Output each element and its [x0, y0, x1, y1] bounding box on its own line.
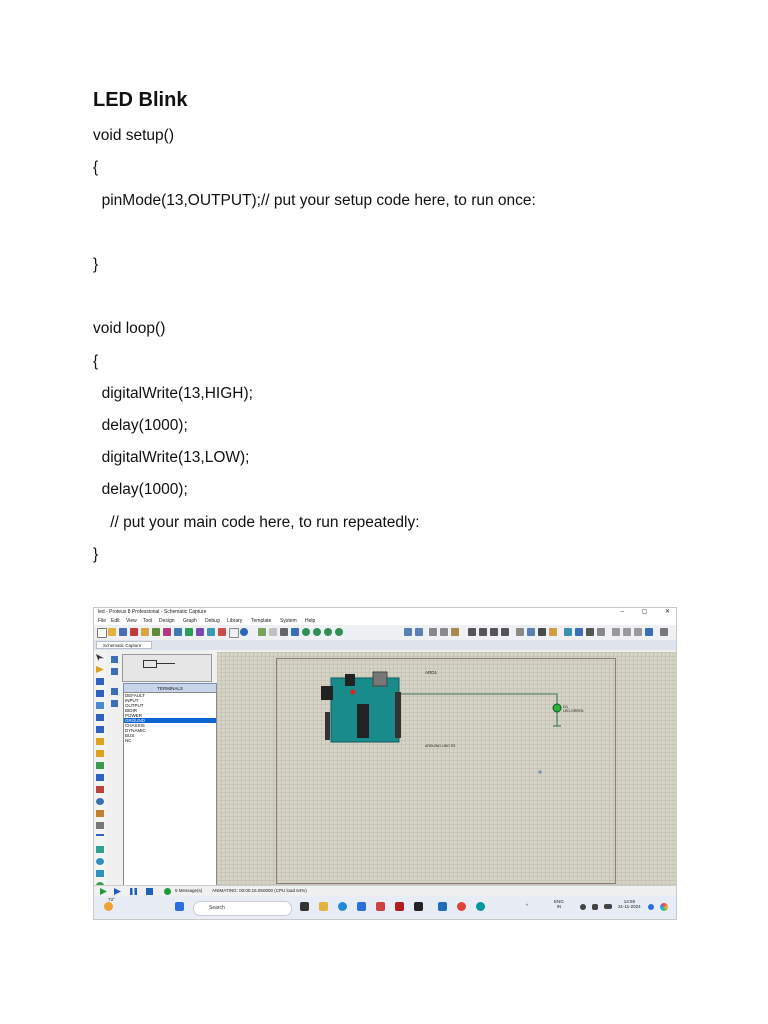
- edit-icon[interactable]: [660, 628, 668, 636]
- 3d-icon[interactable]: [174, 628, 182, 636]
- schematic-drawing: [217, 652, 676, 886]
- terminal-item[interactable]: DYNAMIC: [125, 728, 146, 733]
- help-icon[interactable]: [240, 628, 248, 636]
- close-button[interactable]: ✕: [664, 609, 670, 615]
- wifi-icon[interactable]: [580, 904, 586, 910]
- netlist-icon[interactable]: [645, 628, 653, 636]
- tab-bar: [94, 640, 676, 650]
- schematic-canvas[interactable]: [217, 652, 676, 886]
- overview-mini-wire: [157, 663, 175, 664]
- origin-icon[interactable]: [280, 628, 288, 636]
- terminals-header: TERMINALS: [123, 683, 217, 694]
- task-view-icon[interactable]: [300, 902, 309, 911]
- info-icon[interactable]: [164, 888, 171, 895]
- tray-chevron-icon[interactable]: ^: [526, 903, 529, 908]
- document-title: LED Blink: [93, 89, 188, 111]
- menu-file[interactable]: File: [98, 618, 107, 624]
- code-line: void setup(): [93, 127, 174, 144]
- exit-parent-icon[interactable]: [623, 628, 631, 636]
- usb-connector: [321, 686, 333, 700]
- pin-mode-icon[interactable]: [96, 750, 104, 757]
- step-icon[interactable]: [114, 888, 121, 895]
- graph-mode-icon[interactable]: [96, 762, 104, 769]
- clock-date: 31-11-2024: [618, 904, 641, 909]
- property-icon[interactable]: [586, 628, 594, 636]
- menu-edit[interactable]: Edit: [111, 618, 120, 624]
- menu-bar: [94, 617, 676, 625]
- terminal-item[interactable]: BIDIR: [125, 708, 138, 713]
- component-mode-icon[interactable]: [96, 666, 104, 673]
- wire: [401, 694, 557, 704]
- tape-recorder-icon[interactable]: [96, 774, 104, 781]
- file-explorer-icon[interactable]: [319, 902, 328, 911]
- windows-taskbar: [94, 896, 676, 919]
- gerber-icon[interactable]: [185, 628, 193, 636]
- code-line: delay(1000);: [93, 481, 188, 498]
- report-icon[interactable]: [634, 628, 642, 636]
- code-line: // put your main code here, to run repeatedly:: [93, 514, 420, 531]
- zoom-in-icon[interactable]: [302, 628, 310, 636]
- terminal-item-selected[interactable]: GROUND: [124, 718, 216, 723]
- rotate-cw-icon[interactable]: [111, 656, 118, 663]
- code-line: {: [93, 353, 99, 370]
- circle-icon[interactable]: [96, 858, 104, 865]
- proteus-screenshot: [93, 607, 677, 920]
- start-icon[interactable]: [175, 902, 184, 911]
- terminal-item[interactable]: INPUT: [125, 698, 139, 703]
- window-titlebar: [94, 608, 676, 617]
- schematic-icon[interactable]: [152, 628, 160, 636]
- edge-icon[interactable]: [338, 902, 347, 911]
- search-tag-icon[interactable]: [575, 628, 583, 636]
- paste-icon[interactable]: [451, 628, 459, 636]
- code-line: digitalWrite(13,LOW);: [93, 449, 250, 466]
- window-title: led - Proteus 8 Professional - Schematic Capture: [98, 609, 207, 615]
- terminal-item[interactable]: NC: [125, 738, 132, 743]
- box-icon[interactable]: [96, 846, 104, 853]
- redo-icon[interactable]: [415, 628, 423, 636]
- decompose-icon[interactable]: [549, 628, 557, 636]
- search-label: Search: [209, 905, 225, 911]
- clock-time: 14:59: [623, 899, 635, 904]
- menu-debug[interactable]: Debug: [205, 618, 220, 624]
- script-icon[interactable]: [218, 628, 226, 636]
- app-icon[interactable]: [414, 902, 423, 911]
- new-icon[interactable]: [97, 628, 107, 638]
- led-label: D1: [563, 704, 569, 709]
- code-line: pinMode(13,OUTPUT);// put your setup code here, to run once:: [93, 192, 536, 209]
- menu-design[interactable]: Design: [159, 618, 175, 624]
- minimize-button[interactable]: –: [620, 609, 624, 615]
- home-icon[interactable]: [141, 628, 149, 636]
- close-project-icon[interactable]: [130, 628, 138, 636]
- source-icon[interactable]: [207, 628, 215, 636]
- terminal-item[interactable]: CHASSIS: [125, 723, 145, 728]
- board-label: ARDUINO UNO R3: [425, 744, 456, 748]
- volume-icon[interactable]: [592, 904, 598, 910]
- proteus-icon[interactable]: [438, 902, 447, 911]
- bom-icon[interactable]: [196, 628, 204, 636]
- terminal-item[interactable]: OUTPUT: [125, 703, 144, 708]
- code-line: }: [93, 256, 99, 273]
- status-messages[interactable]: 5 Message(s): [175, 888, 203, 893]
- terminal-mode-icon[interactable]: [96, 738, 104, 745]
- document-icon[interactable]: [229, 628, 239, 638]
- bus-icon[interactable]: [96, 714, 104, 721]
- board-led: [351, 690, 356, 695]
- menu-template[interactable]: Template: [251, 618, 272, 624]
- voltage-probe-icon[interactable]: [96, 798, 104, 805]
- terminal-item[interactable]: DEFAULT: [125, 693, 145, 698]
- analog-header: [325, 712, 330, 740]
- menu-system[interactable]: System: [280, 618, 297, 624]
- terminals-list: [123, 692, 217, 886]
- led-component: [553, 704, 561, 712]
- pick-icon[interactable]: [516, 628, 524, 636]
- power-jack: [345, 674, 355, 686]
- make-device-icon[interactable]: [527, 628, 535, 636]
- usb-b-port: [373, 672, 387, 686]
- packaging-icon[interactable]: [538, 628, 546, 636]
- block-copy-icon[interactable]: [468, 628, 476, 636]
- junction-icon[interactable]: [96, 678, 104, 685]
- main-toolbar: [94, 625, 676, 641]
- text-script-icon[interactable]: [96, 702, 104, 709]
- language-indicator[interactable]: [554, 899, 564, 909]
- undo-icon[interactable]: [404, 628, 412, 636]
- terminal-item[interactable]: POWER: [125, 713, 143, 718]
- arc-icon[interactable]: [96, 870, 104, 877]
- led-sublabel: LED-GREEN: [563, 709, 584, 713]
- overview-mini-board: [143, 660, 157, 668]
- line-icon[interactable]: [96, 834, 104, 836]
- region-code: IN: [556, 904, 562, 909]
- code-line: }: [93, 546, 99, 563]
- stop-icon[interactable]: [146, 888, 153, 895]
- current-probe-icon[interactable]: [96, 810, 104, 817]
- arduino-icon[interactable]: [476, 902, 485, 911]
- block-move-icon[interactable]: [479, 628, 487, 636]
- maximize-button[interactable]: ▢: [641, 609, 648, 615]
- save-icon[interactable]: [119, 628, 127, 636]
- menu-graph[interactable]: Graph: [183, 618, 197, 624]
- atmega-chip: [357, 704, 369, 738]
- copilot-icon[interactable]: [660, 903, 668, 911]
- lang-code: ENG: [554, 899, 564, 904]
- grid-icon[interactable]: [269, 628, 277, 636]
- generator-icon[interactable]: [96, 786, 104, 793]
- block-rotate-icon[interactable]: [490, 628, 498, 636]
- menu-view[interactable]: View: [126, 618, 137, 624]
- mode-toolbar: [94, 650, 106, 887]
- chrome-icon[interactable]: [457, 902, 466, 911]
- component-label: ARD1: [425, 670, 438, 675]
- wire-autorouter-icon[interactable]: [564, 628, 572, 636]
- virtual-instrument-icon[interactable]: [96, 822, 104, 829]
- menu-tool[interactable]: Tool: [143, 618, 153, 624]
- copy-icon[interactable]: [440, 628, 448, 636]
- code-line: digitalWrite(13,HIGH);: [93, 385, 253, 402]
- refresh-icon[interactable]: [258, 628, 266, 636]
- tab-schematic-capture[interactable]: Schematic Capture: [96, 641, 152, 649]
- pause-icon[interactable]: [130, 888, 137, 895]
- code-line: void loop(): [93, 320, 166, 337]
- subcircuit-icon[interactable]: [96, 726, 104, 733]
- overview-window[interactable]: [122, 654, 212, 682]
- pan-icon[interactable]: [291, 628, 299, 636]
- select-mode-icon[interactable]: [96, 654, 104, 661]
- new-sheet-icon[interactable]: [597, 628, 605, 636]
- menu-library[interactable]: Library: [227, 618, 243, 624]
- cut-icon[interactable]: [429, 628, 437, 636]
- menu-help[interactable]: Help: [305, 618, 316, 624]
- remove-sheet-icon[interactable]: [612, 628, 620, 636]
- weather-icon[interactable]: [104, 902, 113, 911]
- mirror-v-icon[interactable]: [111, 700, 118, 707]
- mail-icon[interactable]: [376, 902, 385, 911]
- rotate-ccw-icon[interactable]: [111, 668, 118, 675]
- status-animating: ANIMATING: 00:00:16.050000 (CPU load 64%): [212, 888, 307, 893]
- mirror-h-icon[interactable]: [111, 688, 118, 695]
- block-delete-icon[interactable]: [501, 628, 509, 636]
- zoom-all-icon[interactable]: [324, 628, 332, 636]
- wire-label-icon[interactable]: [96, 690, 104, 697]
- weather-temp: 73°: [108, 897, 115, 902]
- battery-icon[interactable]: [604, 904, 612, 909]
- zoom-area-icon[interactable]: [335, 628, 343, 636]
- play-icon[interactable]: [100, 888, 107, 895]
- code-line: {: [93, 159, 99, 176]
- pcb-icon[interactable]: [163, 628, 171, 636]
- mcafee-icon[interactable]: [395, 902, 404, 911]
- store-icon[interactable]: [357, 902, 366, 911]
- code-line: delay(1000);: [93, 417, 188, 434]
- terminal-item[interactable]: BUS: [125, 733, 135, 738]
- digital-header: [395, 692, 401, 738]
- clock[interactable]: [618, 899, 641, 909]
- open-icon[interactable]: [108, 628, 116, 636]
- zoom-out-icon[interactable]: [313, 628, 321, 636]
- notification-icon[interactable]: [648, 904, 654, 910]
- taskbar-search[interactable]: [193, 901, 292, 916]
